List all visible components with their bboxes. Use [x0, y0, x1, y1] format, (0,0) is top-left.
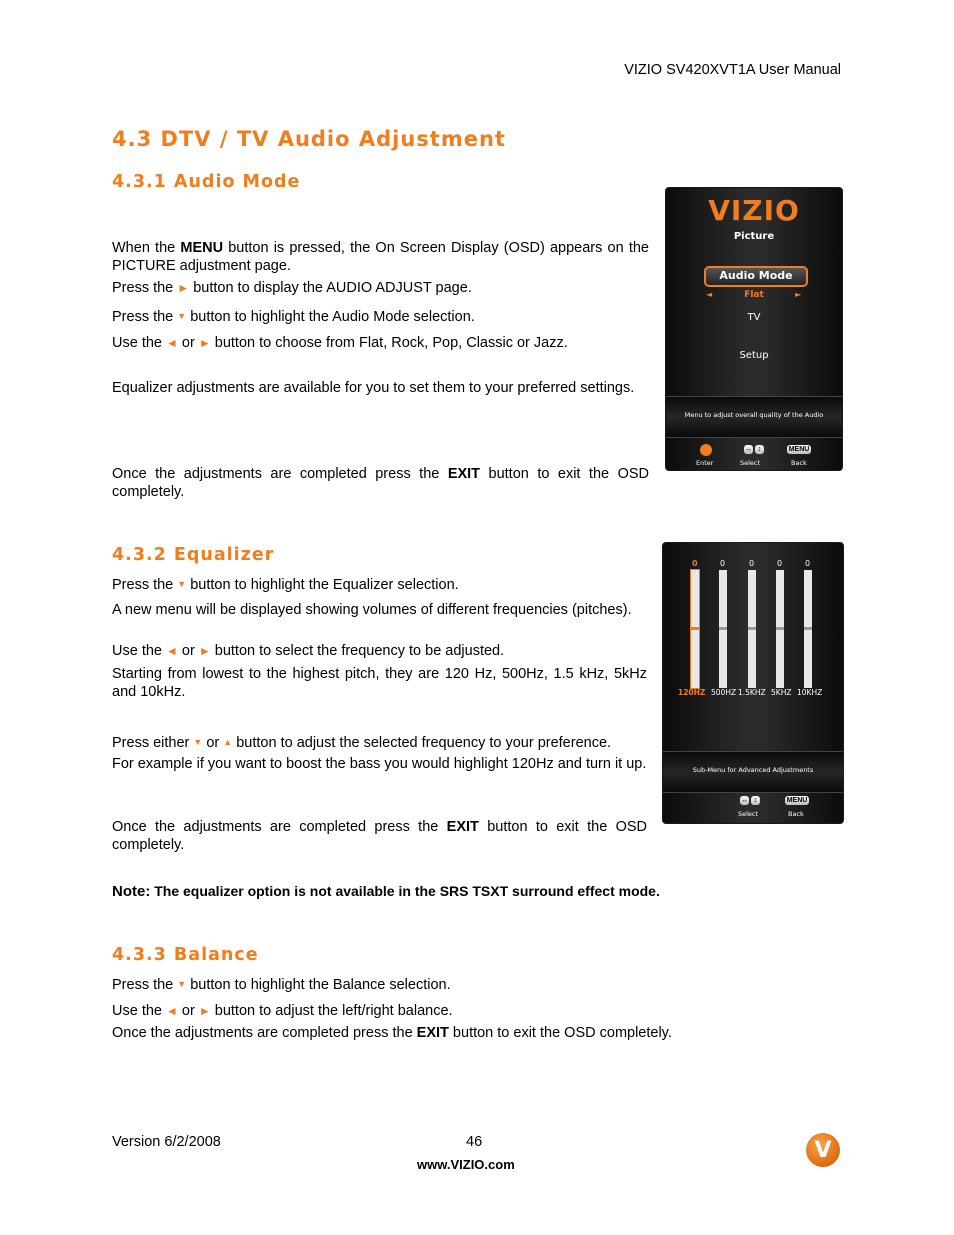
vizio-logo: VIZIO: [708, 194, 800, 227]
osd-audio-mode-item: Audio Mode: [719, 269, 793, 282]
equalizer-paragraph-1: Press the ▼ button to highlight the Equalizer selection.: [112, 577, 459, 593]
eq-slider-120hz: [691, 570, 699, 688]
up-down-key-icon: ↕: [755, 445, 764, 454]
audio-mode-paragraph-4: Use the ◄ or ► button to choose from Flat, Rock, Pop, Classic or Jazz.: [112, 335, 568, 351]
eq-band-500hz: 500HZ: [711, 688, 737, 697]
up-down-key-icon: ↕: [751, 796, 760, 805]
eq-band-10khz: 10KHZ: [797, 688, 823, 697]
right-arrow-icon: ►: [198, 644, 211, 658]
footer-version: Version 6/2/2008: [112, 1134, 221, 1150]
footer-page-number: 46: [466, 1134, 483, 1150]
audio-mode-paragraph-3: Press the ▼ button to highlight the Audio Mode selection.: [112, 309, 475, 325]
right-arrow-icon: ►: [177, 281, 190, 295]
eq-value-5khz: 0: [777, 559, 783, 568]
balance-title: 4.3.3 Balance: [112, 945, 259, 965]
left-right-key-icon: ↔: [745, 446, 752, 453]
left-arrow-icon: ◄: [166, 644, 178, 658]
manual-title: VIZIO SV420XVT1A User Manual: [624, 62, 841, 78]
left-arrow-icon: ◄: [166, 1004, 178, 1018]
osd-eq-select-label: Select: [738, 810, 759, 818]
eq-slider-5khz: [776, 570, 784, 688]
menu-key-icon: MENU: [788, 446, 810, 453]
equalizer-note: Note: The equalizer option is not available in the SRS TSXT surround effect mode.: [112, 883, 660, 900]
down-arrow-icon: ▼: [177, 311, 187, 321]
eq-slider-500hz: [719, 570, 727, 688]
osd-picture-item: Picture: [733, 231, 775, 242]
equalizer-paragraph-4: Starting from lowest to the highest pitch, they are 120 Hz, 500Hz, 1.5 kHz, 5kHz and 10kHz.: [112, 666, 647, 700]
osd-tv-item: TV: [747, 312, 761, 323]
equalizer-paragraph-6: For example if you want to boost the bass you would highlight 120Hz and turn it up.: [112, 756, 647, 772]
osd-flat-value: Flat: [744, 290, 764, 300]
up-arrow-icon: ▲: [223, 737, 233, 747]
menu-key-icon: MENU: [786, 797, 808, 804]
osd-setup-item: Setup: [739, 350, 769, 361]
audio-mode-paragraph-6: Once the adjustments are completed press the EXIT button to exit the OSD completely.: [112, 466, 649, 500]
right-arrow-icon: ►: [198, 336, 211, 350]
eq-value-1-5khz: 0: [749, 559, 755, 568]
osd-left-arrow-icon: ◄: [706, 290, 713, 299]
eq-band-120hz: 120HZ: [678, 688, 706, 697]
audio-mode-title: 4.3.1 Audio Mode: [112, 172, 301, 192]
osd-eq-help-bar: [663, 751, 843, 793]
osd-selected-highlight: [704, 266, 808, 287]
equalizer-paragraph-2: A new menu will be displayed showing volumes of different frequencies (pitches).: [112, 602, 632, 618]
osd-back-label: Back: [791, 459, 807, 467]
equalizer-title: 4.3.2 Equalizer: [112, 545, 275, 565]
eq-value-10khz: 0: [805, 559, 811, 568]
balance-paragraph-1: Press the ▼ button to highlight the Balance selection.: [112, 977, 451, 993]
eq-band-1-5khz: 1.5KHZ: [738, 688, 766, 697]
eq-value-120hz: 0: [692, 559, 698, 568]
audio-mode-paragraph-5: Equalizer adjustments are available for you to set them to your preferred settings.: [112, 380, 635, 396]
equalizer-paragraph-5: Press either ▼ or ▲ button to adjust the selected frequency to your preference.: [112, 735, 612, 751]
enter-button-icon: [700, 444, 712, 456]
equalizer-paragraph-3: Use the ◄ or ► button to select the frequency to be adjusted.: [112, 643, 505, 659]
vizio-footer-logo: [806, 1133, 840, 1167]
section-title: 4.3 DTV / TV Audio Adjustment: [112, 127, 506, 151]
osd-eq-back-label: Back: [788, 810, 804, 818]
eq-band-5khz: 5KHZ: [771, 688, 792, 697]
osd-enter-label: Enter: [696, 459, 714, 467]
eq-slider-1-5khz: [748, 570, 756, 688]
osd-help-bar: [666, 396, 842, 438]
left-arrow-icon: ◄: [166, 336, 178, 350]
down-arrow-icon: ▼: [193, 737, 203, 747]
right-arrow-icon: ►: [198, 1004, 211, 1018]
osd-eq-help-text: Sub-Menu for Advanced Adjustments: [692, 766, 814, 774]
osd-select-label: Select: [740, 459, 761, 467]
osd-right-arrow-icon: ►: [795, 290, 802, 299]
balance-paragraph-3: Once the adjustments are completed press the EXIT button to exit the OSD completely.: [112, 1025, 672, 1041]
left-right-key-icon: ↔: [741, 797, 748, 804]
down-arrow-icon: ▼: [177, 579, 187, 589]
vizio-v-icon: V: [814, 1137, 832, 1163]
osd-help-text: Menu to adjust overall quality of the Audio: [684, 411, 824, 419]
eq-slider-10khz: [804, 570, 812, 688]
audio-mode-paragraph-1: When the MENU button is pressed, the On Screen Display (OSD) appears on the PICTURE adjustment page.: [112, 240, 649, 274]
eq-value-500hz: 0: [720, 559, 726, 568]
down-arrow-icon: ▼: [177, 979, 187, 989]
balance-paragraph-2: Use the ◄ or ► button to adjust the left/right balance.: [112, 1003, 453, 1019]
footer-url: www.VIZIO.com: [417, 1157, 515, 1172]
audio-mode-paragraph-2: Press the ► button to display the AUDIO ADJUST page.: [112, 280, 472, 296]
osd-audio-menu-screenshot: [665, 187, 843, 471]
equalizer-paragraph-7: Once the adjustments are completed press the EXIT button to exit the OSD completely.: [112, 819, 647, 853]
